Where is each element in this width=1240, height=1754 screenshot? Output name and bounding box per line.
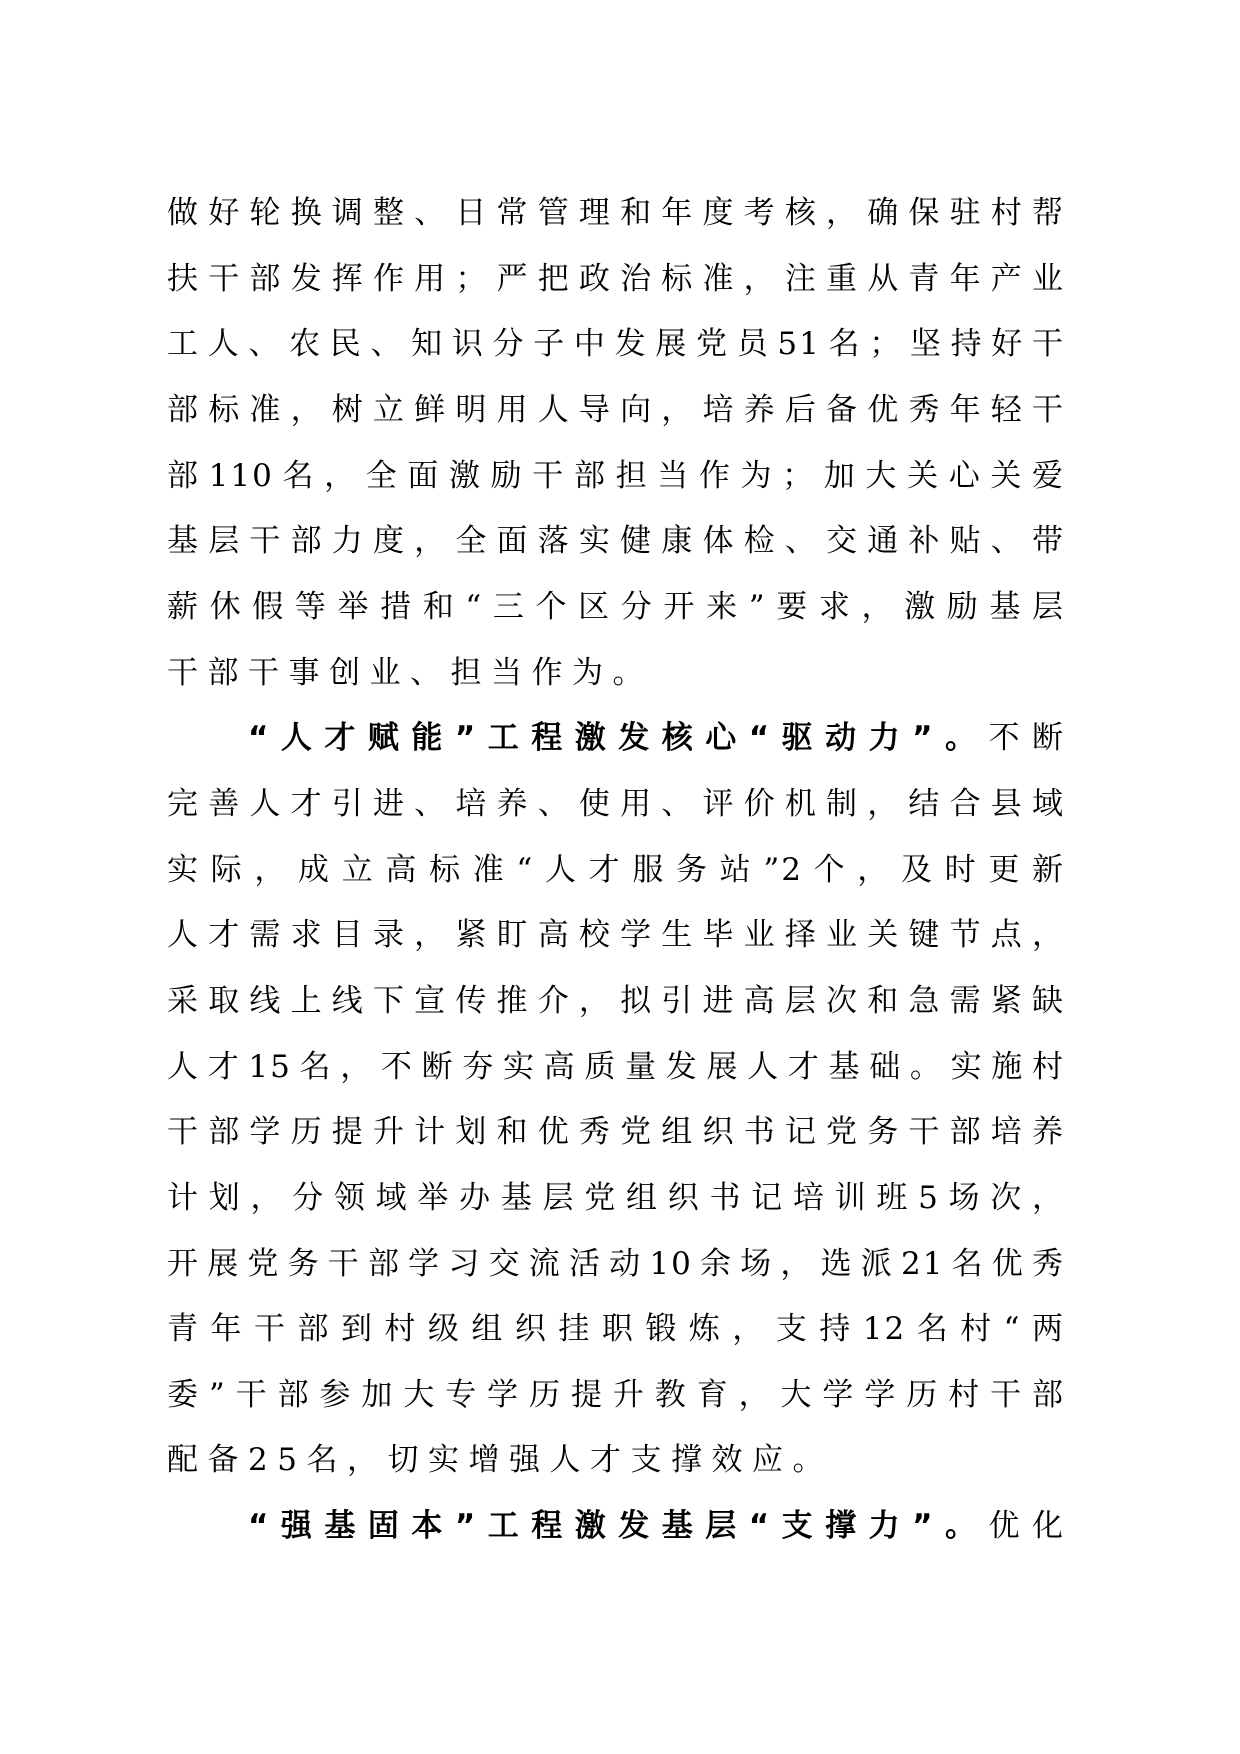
- text-run: 优化: [988, 1508, 1065, 1545]
- text-line: 青年干部到村级组织挂职锻炼，支持12名村“两: [167, 1311, 1065, 1348]
- text-run: 不断: [988, 720, 1065, 757]
- text-line: 配备25名，切实增强人才支撑效应。: [167, 1442, 833, 1479]
- text-line: 薪休假等举措和“三个区分开来”要求，激励基层: [167, 588, 1065, 625]
- text-line: 完善人才引进、培养、使用、评价机制，结合县域: [167, 785, 1065, 822]
- text-line: 计划，分领域举办基层党组织书记培训班5场次，: [167, 1179, 1065, 1216]
- body-text: [167, 181, 1065, 1560]
- text-line: 采取线上线下宣传推介，拟引进高层次和急需紧缺: [167, 982, 1065, 1019]
- text-line: 实际，成立高标准“人才服务站”2个，及时更新: [167, 851, 1065, 888]
- text-line: 基层干部力度，全面落实健康体检、交通补贴、带: [167, 523, 1065, 560]
- paragraph-first-line: [167, 706, 1065, 772]
- text-line: 人才15名，不断夯实高质量发展人才基础。实施村: [167, 1048, 1065, 1085]
- text-line: 部110名，全面激励干部担当作为；加大关心关爱: [167, 457, 1065, 494]
- text-line: 人才需求目录，紧盯高校学生毕业择业关键节点，: [167, 917, 1065, 954]
- text-line: 委”干部参加大专学历提升教育，大学学历村干部: [167, 1376, 1065, 1413]
- text-line: 部标准，树立鲜明用人导向，培养后备优秀年轻干: [167, 391, 1065, 428]
- section-heading: “强基固本”工程激发基层“支撑力”。: [248, 1508, 989, 1545]
- paragraph-first-line: [167, 1494, 1065, 1560]
- section-heading: “人才赋能”工程激发核心“驱动力”。: [248, 720, 989, 757]
- text-line: 干部干事创业、担当作为。: [167, 654, 653, 691]
- text-line: 工人、农民、知识分子中发展党员51名；坚持好干: [167, 326, 1065, 363]
- text-line: 扶干部发挥作用；严把政治标准，注重从青年产业: [167, 260, 1065, 297]
- text-line: 开展党务干部学习交流活动10余场，选派21名优秀: [167, 1245, 1065, 1282]
- text-line: 干部学历提升计划和优秀党组织书记党务干部培养: [167, 1114, 1065, 1151]
- text-line: 做好轮换调整、日常管理和年度考核，确保驻村帮: [167, 195, 1065, 231]
